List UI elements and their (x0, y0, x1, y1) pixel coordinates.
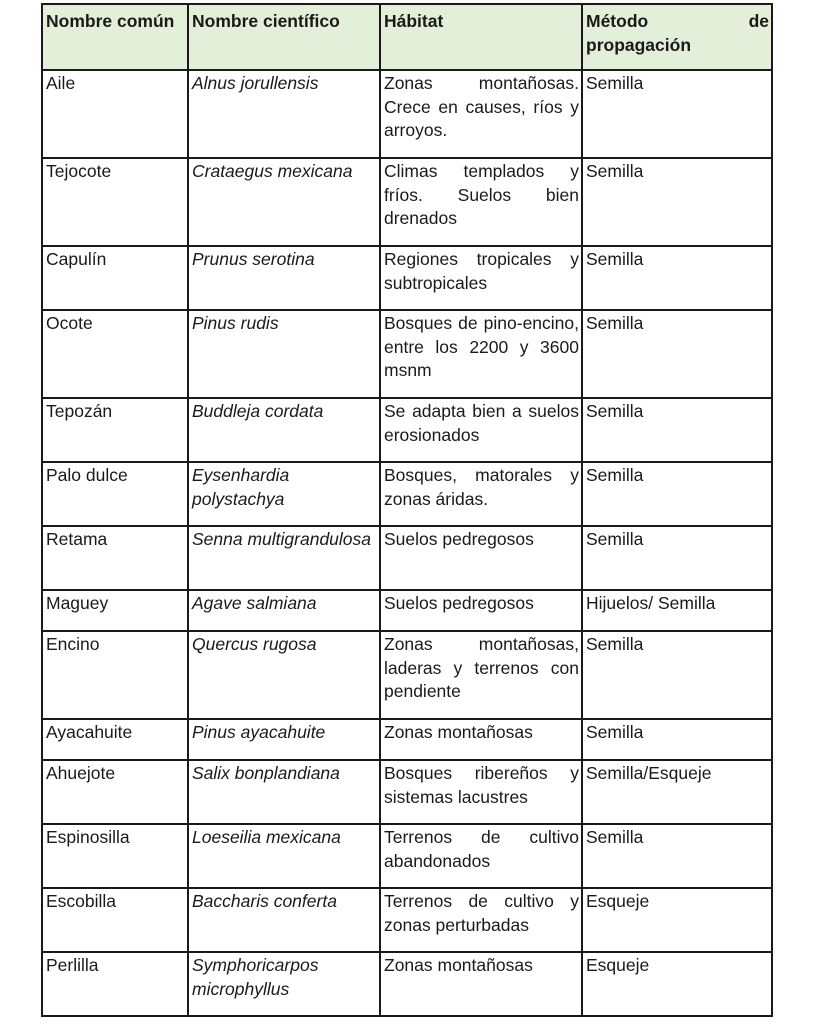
common-name-cell: Tepozán (42, 398, 188, 462)
scientific-name-cell: Buddleja cordata (188, 398, 380, 462)
common-name-cell: Tejocote (42, 158, 188, 246)
propagation-method-cell: Semilla (582, 824, 772, 888)
scientific-name-cell: Pinus ayacahuite (188, 719, 380, 760)
propagation-method-cell: Semilla (582, 310, 772, 398)
table-body (42, 70, 772, 1016)
propagation-method-cell: Hijuelos/ Semilla (582, 590, 772, 631)
scientific-name-cell: Symphoricarpos microphyllus (188, 952, 380, 1016)
table-row (42, 310, 772, 398)
header-propagation-method (582, 4, 772, 70)
habitat-cell: Suelos pedregosos (380, 590, 582, 631)
table-row (42, 246, 772, 310)
scientific-name-cell: Loeseilia mexicana (188, 824, 380, 888)
scientific-name-cell: Alnus jorullensis (188, 70, 380, 158)
table-row (42, 398, 772, 462)
table-row (42, 590, 772, 631)
common-name-cell: Ocote (42, 310, 188, 398)
habitat-cell: Suelos pedregosos (380, 526, 582, 590)
common-name-cell: Espinosilla (42, 824, 188, 888)
propagation-method-cell: Semilla (582, 526, 772, 590)
propagation-method-cell: Esqueje (582, 888, 772, 952)
habitat-cell: Terrenos de cultivo y zonas perturbadas (380, 888, 582, 952)
propagation-method-cell: Semilla (582, 70, 772, 158)
common-name-cell: Palo dulce (42, 462, 188, 526)
species-table (41, 3, 773, 1017)
table-row (42, 70, 772, 158)
table-row (42, 158, 772, 246)
habitat-cell: Bosques de pino-encino, entre los 2200 y 3600 msnm (380, 310, 582, 398)
table-row (42, 719, 772, 760)
header-method-line1: Método de (586, 11, 769, 31)
habitat-cell: Zonas montañosas. Crece en causes, ríos y arroyos. (380, 70, 582, 158)
header-habitat: Hábitat (380, 4, 582, 70)
common-name-cell: Perlilla (42, 952, 188, 1016)
habitat-cell: Se adapta bien a suelos erosionados (380, 398, 582, 462)
habitat-cell: Bosques, matorales y zonas áridas. (380, 462, 582, 526)
habitat-cell: Regiones tropicales y subtropicales (380, 246, 582, 310)
header-method-line2: propagación (586, 34, 692, 55)
common-name-cell: Capulín (42, 246, 188, 310)
propagation-method-cell: Semilla (582, 158, 772, 246)
propagation-method-cell: Semilla/Esqueje (582, 760, 772, 824)
habitat-cell: Terrenos de cultivo abandonados (380, 824, 582, 888)
table-row (42, 462, 772, 526)
propagation-method-cell: Semilla (582, 719, 772, 760)
table-row (42, 631, 772, 719)
habitat-cell: Climas templados y fríos. Suelos bien drenados (380, 158, 582, 246)
propagation-method-cell: Esqueje (582, 952, 772, 1016)
propagation-method-cell: Semilla (582, 398, 772, 462)
table-row (42, 888, 772, 952)
scientific-name-cell: Agave salmiana (188, 590, 380, 631)
scientific-name-cell: Quercus rugosa (188, 631, 380, 719)
habitat-cell: Zonas montañosas (380, 719, 582, 760)
scientific-name-cell: Salix bonplandiana (188, 760, 380, 824)
propagation-method-cell: Semilla (582, 246, 772, 310)
header-scientific-name: Nombre científico (188, 4, 380, 70)
header-row (42, 4, 772, 70)
table-row (42, 526, 772, 590)
scientific-name-cell: Eysenhardia polystachya (188, 462, 380, 526)
header-common-name: Nombre común (42, 4, 188, 70)
habitat-cell: Bosques ribereños y sistemas lacustres (380, 760, 582, 824)
common-name-cell: Maguey (42, 590, 188, 631)
common-name-cell: Aile (42, 70, 188, 158)
scientific-name-cell: Pinus rudis (188, 310, 380, 398)
common-name-cell: Escobilla (42, 888, 188, 952)
table-row (42, 952, 772, 1016)
common-name-cell: Retama (42, 526, 188, 590)
propagation-method-cell: Semilla (582, 631, 772, 719)
scientific-name-cell: Senna multigrandulosa (188, 526, 380, 590)
common-name-cell: Ahuejote (42, 760, 188, 824)
table-row (42, 760, 772, 824)
scientific-name-cell: Baccharis conferta (188, 888, 380, 952)
habitat-cell: Zonas montañosas, laderas y terrenos con pendiente (380, 631, 582, 719)
propagation-method-cell: Semilla (582, 462, 772, 526)
scientific-name-cell: Crataegus mexicana (188, 158, 380, 246)
habitat-cell: Zonas montañosas (380, 952, 582, 1016)
common-name-cell: Ayacahuite (42, 719, 188, 760)
table-row (42, 824, 772, 888)
scientific-name-cell: Prunus serotina (188, 246, 380, 310)
common-name-cell: Encino (42, 631, 188, 719)
